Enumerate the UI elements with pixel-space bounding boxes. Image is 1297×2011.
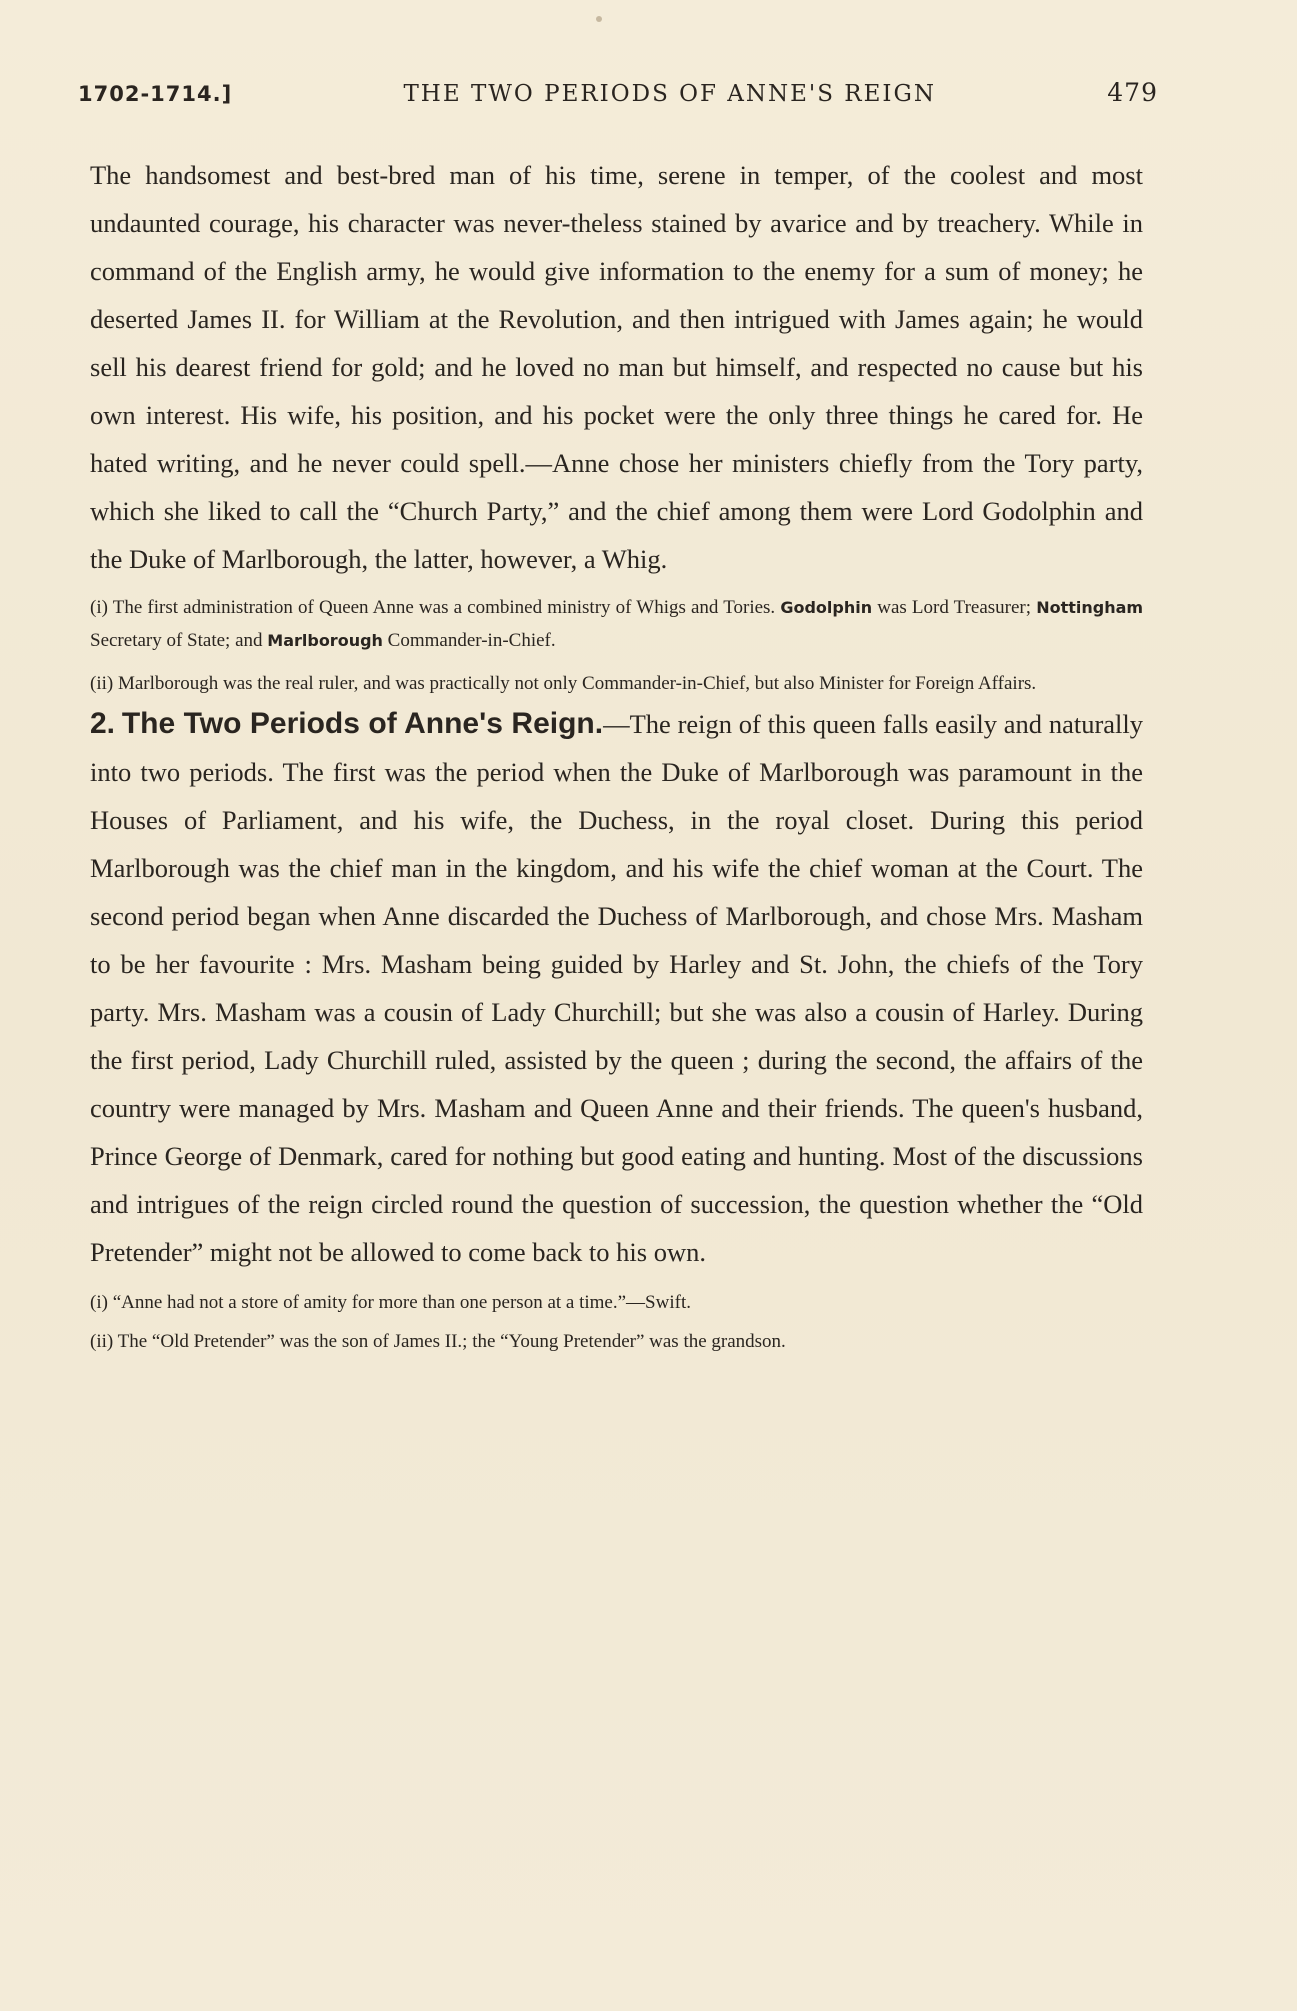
page-body bbox=[90, 151, 1143, 1358]
section-two-periods bbox=[90, 700, 1143, 1276]
footnote-first-administration bbox=[90, 591, 1143, 657]
name-nottingham: Nottingham bbox=[1036, 598, 1144, 617]
footnote-text: The “Old Pretender” was the son of James II.; the “Young Pretender” was the grandson. bbox=[117, 1331, 786, 1352]
running-header bbox=[78, 78, 1158, 107]
footnote-swift-quote bbox=[90, 1286, 1143, 1319]
paragraph-marlborough: The handsomest and best-bred man of his time, serene in temper, of the coolest and most undaunted courage, his character was never-theless stained by avarice and by treachery. While in command of the English army, he would give information to the enemy for a sum of money; he deserted James II. for William at the Revolution, and then intrigued with James again; he would sell his dearest friend for gold; and he loved no man but himself, and respected no cause but his own interest. His wife, his position, and his pocket were the only three things he cared for. He hated writing, and he never could spell.—Anne chose her ministers chiefly from the Tory party, which she liked to call the “Church Party,” and the chief among them were Lord Godolphin and the Duke of Marlborough, the latter, however, a Whig. bbox=[90, 160, 1143, 574]
footnote-quote: “Anne had not a store of amity for more than one person at a time.” bbox=[112, 1292, 627, 1313]
name-marlborough: Marlborough bbox=[267, 631, 383, 650]
name-godolphin: Godolphin bbox=[780, 598, 873, 617]
footnote-number: (i) bbox=[90, 597, 108, 618]
section-heading: The Two Periods of Anne's Reign. bbox=[121, 707, 604, 740]
ink-speck bbox=[596, 16, 602, 22]
footnote-pretenders bbox=[90, 1325, 1143, 1358]
section-number: 2. bbox=[90, 707, 116, 740]
footnote-text: Commander-in-Chief. bbox=[387, 630, 556, 651]
footnote-number: (i) bbox=[90, 1292, 108, 1313]
footnote-number: (ii) bbox=[90, 673, 114, 694]
footnote-text: Secretary of State; and bbox=[90, 630, 263, 651]
footnote-marlborough-ruler bbox=[90, 667, 1143, 700]
header-years: 1702-1714.] bbox=[78, 82, 233, 106]
footnote-text: was Lord Treasurer; bbox=[877, 597, 1032, 618]
footnote-text: The first administration of Queen Anne was a combined ministry of Whigs and Tories. bbox=[112, 597, 776, 618]
footnotes-succession bbox=[90, 1286, 1143, 1358]
header-title: THE TWO PERIODS OF ANNE'S REIGN bbox=[403, 81, 936, 107]
footnote-author: —Swift. bbox=[626, 1292, 691, 1313]
footnote-number: (ii) bbox=[90, 1331, 114, 1352]
footnote-text: Marlborough was the real ruler, and was practically not only Commander-in-Chief, but also Minister for Foreign Affairs. bbox=[117, 673, 1037, 694]
section-text: —The reign of this queen falls easily and naturally into two periods. The first was the period when the Duke of Marlborough was paramount in the Houses of Parliament, and his wife, the Duchess, in the royal closet. During this period Marlborough was the chief man in the kingdom, and his wife the chief woman at the Court. The second period began when Anne discarded the Duchess of Marlborough, and chose Mrs. Masham to be her favourite : Mrs. Masham being guided by Harley and St. John, the chiefs of the Tory party. Mrs. Masham was a cousin of Lady Churchill; but she was also a cousin of Harley. During the first period, Lady Churchill ruled, assisted by the queen ; during the second, the affairs of the country were managed by Mrs. Masham and Queen Anne and their friends. The queen's husband, Prince George of Denmark, cared for nothing but good eating and hunting. Most of the discussions and intrigues of the reign circled round the question of succession, the question whether the “Old Pretender” might not be allowed to come back to his own. bbox=[90, 709, 1144, 1267]
footnotes-administration bbox=[90, 591, 1143, 700]
page-number: 479 bbox=[1107, 78, 1158, 107]
